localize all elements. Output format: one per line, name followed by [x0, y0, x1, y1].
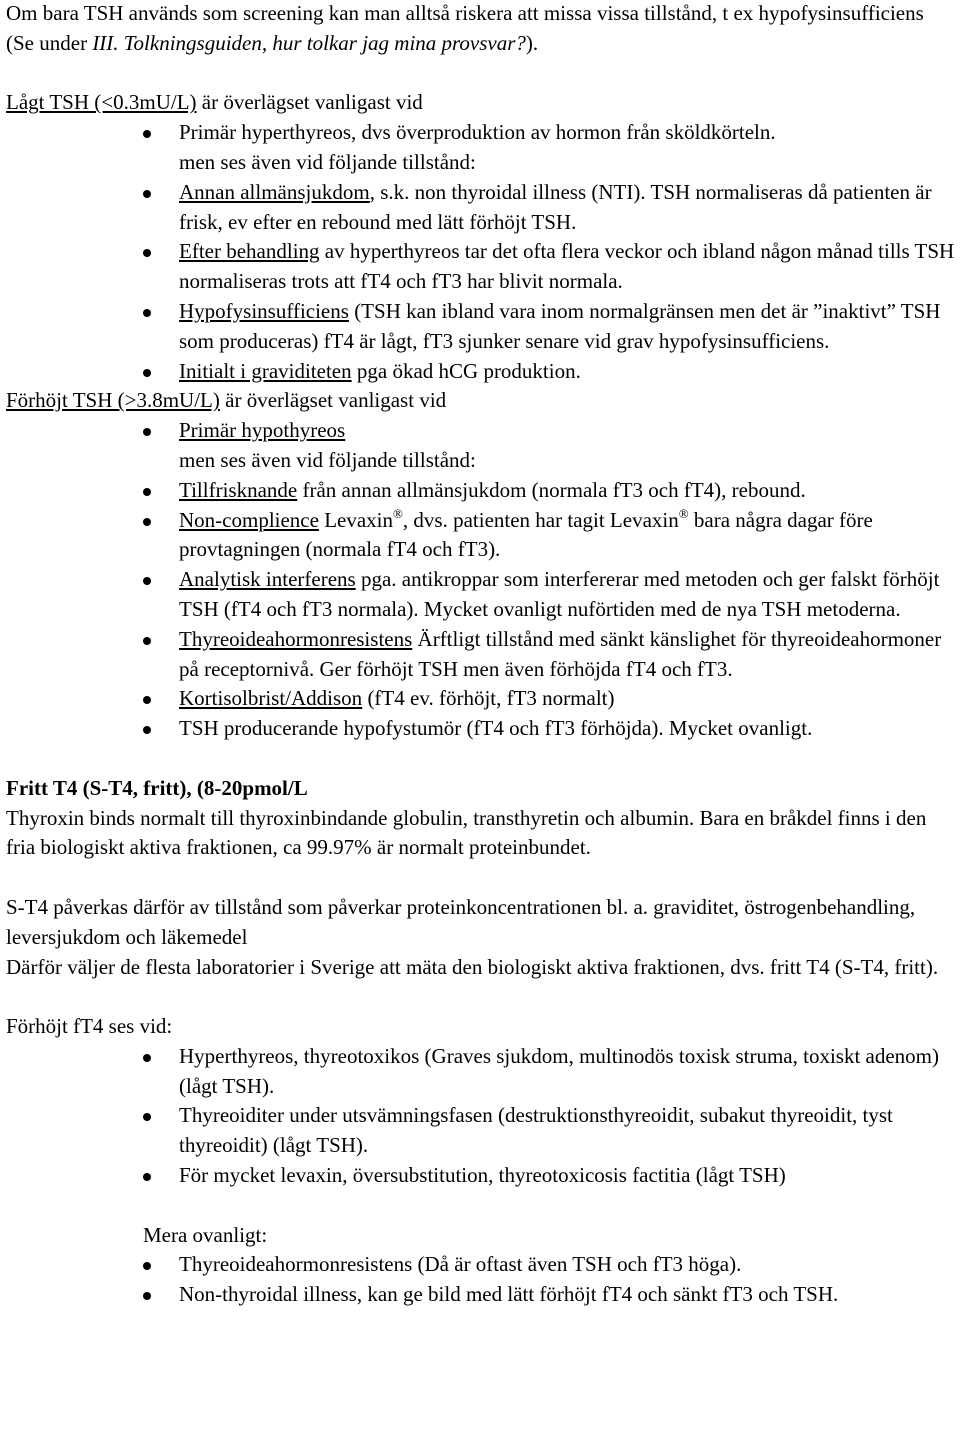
item-term: Hypofysinsufficiens [179, 298, 349, 323]
low-tsh-list [6, 118, 956, 386]
rare-label: Mera ovanligt: [143, 1222, 268, 1247]
high-tsh-lead: Förhöjt TSH (>3.8mU/L) [6, 388, 220, 413]
ft4-heading: Fritt T4 (S-T4, fritt), (8-20pmol/L [6, 775, 308, 800]
list-item [179, 178, 956, 238]
low-tsh-lead-rest: är överlägset vanligast vid [196, 90, 423, 115]
item-text: TSH producerande hypofystumör (fT4 och fT3 förhöjda). Mycket ovanligt. [179, 716, 813, 741]
item-text: (fT4 ev. förhöjt, fT3 normalt) [362, 686, 615, 711]
item-term: Primär hypothyreos [179, 418, 346, 443]
list-item: Non-thyroidal illness, kan ge bild med lätt förhöjt fT4 och sänkt fT3 och TSH. [179, 1280, 956, 1310]
list-item: Thyreoiditer under utsvämningsfasen (destruktionsthyreoidit, subakut thyreoidit, tyst thyreoidit) (lågt TSH). [179, 1101, 956, 1161]
elevated-ft4-list [6, 1042, 956, 1191]
item-term: Efter behandling [179, 239, 320, 264]
list-item [179, 625, 956, 685]
item-text: , dvs. patienten har tagit Levaxin [402, 507, 679, 532]
list-item [179, 237, 956, 297]
list-item [179, 684, 956, 714]
high-tsh-heading [6, 386, 956, 416]
intro-end: ). [525, 30, 539, 55]
registered-mark: ® [678, 505, 689, 521]
item-text: (TSH kan ibland vara inom normalgränsen men det är ”inaktivt” TSH som produceras) fT4 är lågt, fT3 sjunker senare vid grav hypofysinsufficiens. [179, 298, 941, 353]
item-term: Non-complience [179, 507, 319, 532]
list-item [179, 148, 956, 178]
low-tsh-lead: Lågt TSH (<0.3mU/L) [6, 90, 197, 115]
list-item [179, 357, 956, 387]
item-term: Analytisk interferens [179, 567, 356, 592]
low-tsh-heading [6, 88, 956, 118]
item-text: men ses även vid följande tillstånd: [179, 447, 476, 472]
intro-italic-reference: III. Tolkningsguiden, hur tolkar jag mina provsvar? [92, 30, 526, 55]
list-item [179, 446, 956, 476]
item-term: Kortisolbrist/Addison [179, 686, 363, 711]
high-tsh-list [6, 416, 956, 744]
list-item [179, 297, 956, 357]
item-text: från annan allmänsjukdom (normala fT3 och fT4), rebound. [297, 477, 806, 502]
intro-paragraph [6, 0, 956, 59]
document-page [6, 0, 956, 1310]
list-item [179, 416, 956, 446]
item-text: , s.k. non thyroidal illness (NTI). TSH normaliseras då patienten är frisk, ev efter en rebound med lätt förhöjt TSH. [179, 179, 932, 234]
item-text: men ses även vid följande tillstånd: [179, 149, 476, 174]
item-term: Annan allmänsjukdom [179, 179, 370, 204]
list-item [179, 714, 956, 744]
intro-text: Om bara TSH används som screening kan man alltså riskera att missa vissa tillstånd, t ex hypofysinsufficiens (Se under [6, 1, 924, 55]
item-text: pga. antikroppar som interfererar med metoden och ger falskt förhöjt TSH (fT4 och fT3 normala). Mycket ovanligt nuförtiden med de nya TSH metoderna. [179, 567, 940, 621]
ft4-paragraph-1: Thyroxin binds normalt till thyroxinbindande globulin, transthyretin och albumin. Bara en bråkdel finns i den fria biologiskt aktiva fraktionen, ca 99.97% är normalt proteinbundet. [6, 805, 927, 860]
item-text: pga ökad hCG produktion. [351, 358, 581, 383]
item-term: Thyreoideahormonresistens [179, 626, 413, 651]
list-item [179, 506, 956, 566]
rare-list [6, 1250, 956, 1310]
list-item: Hyperthyreos, thyreotoxikos (Graves sjukdom, multinodös toxisk struma, toxiskt adenom) (lågt TSH). [179, 1042, 956, 1102]
list-item [179, 565, 956, 625]
registered-mark: ® [393, 505, 403, 521]
item-text: bara några dagar före provtagningen (normala fT4 och fT3). [179, 507, 873, 562]
item-text: Ärftligt tillstånd med sänkt känslighet för thyreoideahormoner på receptornivå. Ger förhöjt TSH men även förhöjda fT4 och fT3. [179, 626, 942, 681]
item-text: Levaxin [318, 507, 394, 532]
list-item: Thyreoideahormonresistens (Då är oftast även TSH och fT3 höga). [179, 1250, 956, 1280]
ft4-paragraph-3: Därför väljer de flesta laboratorier i Sverige att mäta den biologiskt aktiva fraktionen, dvs. fritt T4 (S-T4, fritt). [6, 954, 939, 979]
list-item: För mycket levaxin, översubstitution, thyreotoxicosis factitia (lågt TSH) [179, 1161, 956, 1191]
ft4-paragraph-2: S-T4 påverkas därför av tillstånd som påverkar proteinkoncentrationen bl. a. graviditet, östrogenbehandling, leversjukdom och läkemedel [6, 894, 916, 949]
item-term: Initialt i graviditeten [179, 358, 352, 383]
elevated-ft4-label: Förhöjt fT4 ses vid: [6, 1014, 173, 1039]
list-item [179, 476, 956, 506]
high-tsh-lead-rest: är överlägset vanligast vid [219, 388, 447, 413]
item-text: av hyperthyreos tar det ofta flera veckor och ibland någon månad tills TSH normaliseras trots att fT4 och fT3 har blivit normala. [179, 239, 955, 294]
list-item [179, 118, 956, 148]
item-term: Tillfrisknande [179, 477, 298, 502]
item-text: Primär hyperthyreos, dvs överproduktion av hormon från sköldkörteln. [179, 120, 776, 145]
